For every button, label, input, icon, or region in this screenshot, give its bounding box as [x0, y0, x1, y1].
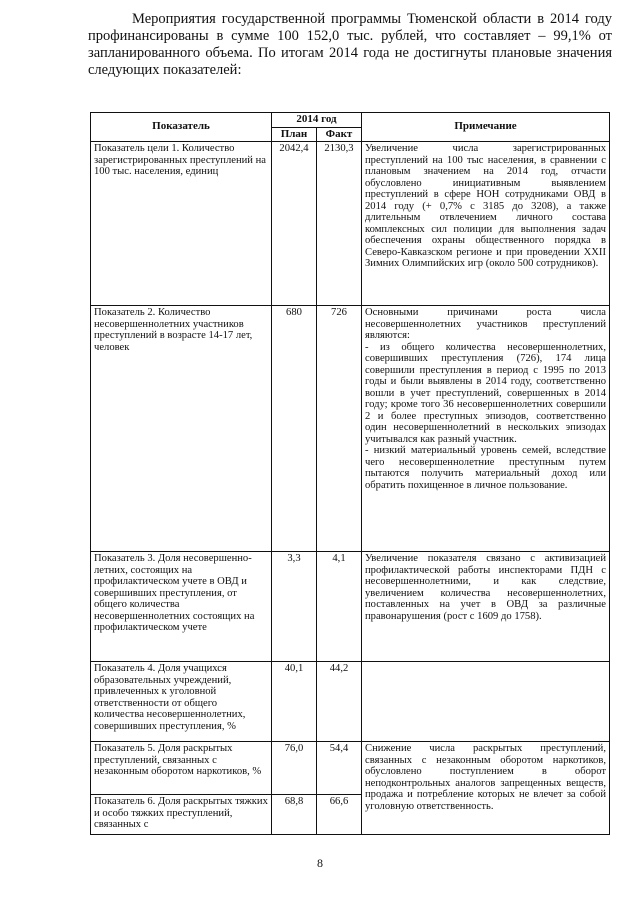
indicator-cell: Показатель 2. Количество несовершеннолетних участников преступлений в возрасте 14-17 лет, человек [91, 306, 272, 552]
intro-text: Мероприятия государственной программы Тюменской области в 2014 году профинансированы в сумме 100 152,0 тыс. рублей, что составляет – 99,1% от запланированного объема. По итогам 2014 года не достигнуты плановые значения следующих показателей: [88, 11, 612, 78]
table-row [91, 142, 610, 306]
note-cell [362, 306, 610, 552]
intro-paragraph [88, 11, 612, 79]
note-cell [362, 142, 610, 306]
plan-cell: 680 [272, 306, 317, 552]
indicator-cell: Показатель 5. Доля раскрытых преступлений, связанных с незаконным оборотом наркотиков, % [91, 742, 272, 795]
fact-cell: 54,4 [317, 742, 362, 795]
indicator-cell: Показатель 6. Доля раскрытых тяжких и особо тяжких преступлений, связанных с [91, 795, 272, 835]
note-paragraph: Основными причинами роста числа несовершеннолетних участников преступлений являются: [365, 307, 606, 341]
fact-cell: 726 [317, 306, 362, 552]
note-paragraph: Увеличение числа зарегистрированных преступлений на 100 тыс населения, в сравнении с плановым значением на 2014 год, отчасти обусловлено инициативным выявлением преступлений в сфере НОН сотрудниками ОВД в 2014 году (+ 0,7% с 3185 до 3208), а также длительным отвлечением личного состава комплексных сил полиции для выполнения задач обеспечения охраны общественного порядка в Северо-Кавказском регионе и при проведении XXII Зимних Олимпийских игр (около 500 сотрудников). [365, 143, 606, 269]
note-paragraph: Снижение числа раскрытых преступлений, связанных с незаконным оборотом наркотиков, обусловлено поступлением в оборот неподконтрольных аналогов запрещенных веществ, продажа и потребление которых не влечет за собой уголовную ответственность. [365, 743, 606, 812]
header-plan: План [272, 127, 317, 142]
page-number: 8 [317, 856, 323, 870]
fact-cell: 66,6 [317, 795, 362, 835]
indicator-cell: Показатель 4. Доля учащихся образовательных учреждений, привлеченных к уголовной ответственности от общего количества несовершеннолетних, совершивших преступления, % [91, 662, 272, 742]
header-fact: Факт [317, 127, 362, 142]
note-cell [362, 552, 610, 662]
note-cell-empty [362, 662, 610, 742]
table-row [91, 662, 610, 742]
note-paragraph: Увеличение показателя связано с активизацией профилактической работы инспекторами ПДН с несовершеннолетними, и как следствие, увеличением количества несовершеннолетних, поставленных на учет в ОВД за различные правонарушения (рост с 1609 до 1758). [365, 553, 606, 622]
fact-cell: 2130,3 [317, 142, 362, 306]
plan-cell: 76,0 [272, 742, 317, 795]
table-row [91, 306, 610, 552]
indicator-cell: Показатель 3. Доля несовершенно-летних, состоящих на профилактическом учете в ОВД и совершивших преступления, от общего количества несовершеннолетних состоящих на профилактическом учете [91, 552, 272, 662]
plan-cell: 2042,4 [272, 142, 317, 306]
note-paragraph: - из общего количества несовершеннолетних, совершивших преступления (726), 174 лица совершили преступления в период с 1995 по 2013 годы и были выявлены в 2014 году, соответственно вошли в учет преступлений, совершенных в 2014 году; кроме того 36 несовершеннолетних совершили 2 и более преступных эпизодов, соответственно один несовершеннолетний в нескольких эпизодах учитывался как разный участник. [365, 341, 606, 445]
table-header-row [91, 113, 610, 128]
plan-cell: 3,3 [272, 552, 317, 662]
header-indicator: Показатель [91, 113, 272, 142]
fact-cell: 4,1 [317, 552, 362, 662]
table-row [91, 742, 610, 795]
note-paragraph: - низкий материальный уровень семей, вследствие чего несовершеннолетние преступным путем пытаются получить материальный доход или обратить похищенное в личное пользование. [365, 445, 606, 491]
plan-cell: 40,1 [272, 662, 317, 742]
indicators-table [90, 112, 610, 835]
fact-cell: 44,2 [317, 662, 362, 742]
header-note: Примечание [362, 113, 610, 142]
plan-cell: 68,8 [272, 795, 317, 835]
indicator-cell: Показатель цели 1. Количество зарегистрированных преступлений на 100 тыс. населения, единиц [91, 142, 272, 306]
table-row [91, 552, 610, 662]
note-cell [362, 742, 610, 835]
header-year: 2014 год [272, 113, 362, 128]
